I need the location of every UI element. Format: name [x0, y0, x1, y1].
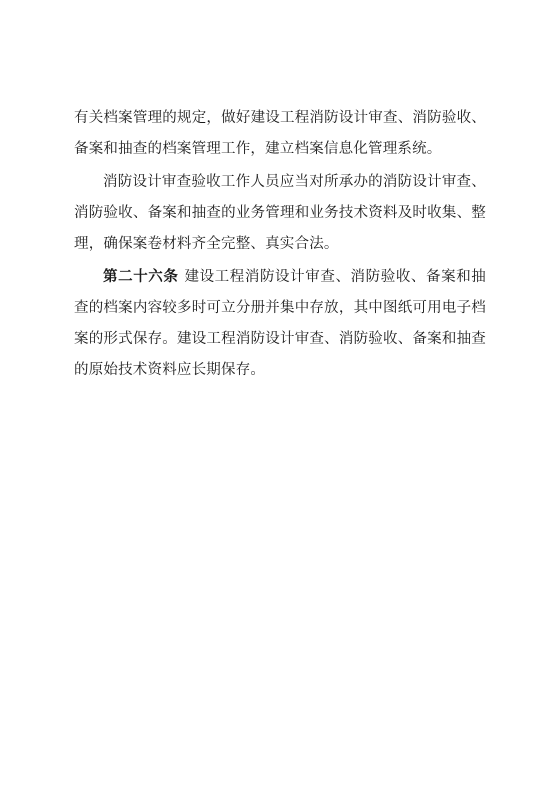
article-number: 第二十六条	[103, 269, 179, 285]
paragraph-text: 建设工程消防设计审查、消防验收、备案和抽查的档案内容较多时可立分册并集中存放，其中图纸可用电子档案的形式保存。建设工程消防设计审查、消防验收、备案和抽查的原始技术资料应长期保存。	[74, 269, 487, 378]
paragraph-archive-rules	[74, 103, 486, 165]
paragraph-staff-duties	[74, 167, 486, 260]
paragraph-article-26	[74, 262, 486, 386]
paragraph-text: 有关档案管理的规定，做好建设工程消防设计审查、消防验收、备案和抽查的档案管理工作，建立档案信息化管理系统。	[74, 110, 486, 157]
paragraph-text: 消防设计审查验收工作人员应当对所承办的消防设计审查、消防验收、备案和抽查的业务管理和业务技术资料及时收集、整理，确保案卷材料齐全完整、真实合法。	[74, 174, 486, 252]
document-page	[74, 103, 486, 386]
